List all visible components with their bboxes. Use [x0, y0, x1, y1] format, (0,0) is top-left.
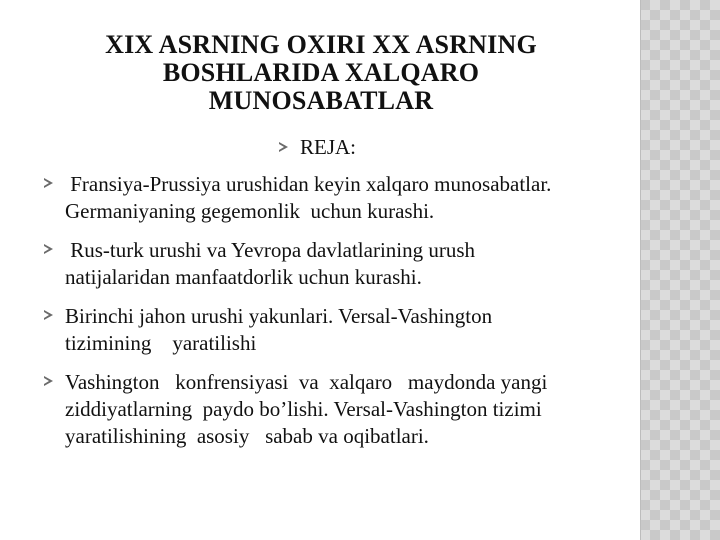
hollow-arrow-bullet-icon	[278, 141, 290, 153]
plan-item-text: Vashington konfrensiyasi va xalqaro maydonda yangi ziddiyatlarning paydo bo’lishi. Versal-Vashington tizimi yaratilishining asosiy sabab va oqibatlari.	[65, 370, 564, 448]
plan-item-4	[43, 369, 573, 450]
hollow-arrow-bullet-icon	[43, 375, 55, 387]
slide-title: XIX ASRNING OXIRI XX ASRNING BOSHLARIDA XALQARO MUNOSABATLAR	[105, 30, 537, 115]
plan-item-3	[43, 303, 573, 357]
hollow-arrow-bullet-icon	[43, 243, 55, 255]
decorative-side-pattern	[640, 0, 720, 540]
plan-item-1	[43, 171, 573, 225]
plan-item-text: Fransiya-Prussiya urushidan keyin xalqaro munosabatlar. Germaniyaning gegemonlik uchun kurashi.	[65, 172, 557, 223]
plan-item-text: Rus-turk urushi va Yevropa davlatlarining urush natijalaridan manfaatdorlik uchun kurashi.	[65, 238, 481, 289]
plan-item-2	[43, 237, 573, 291]
plan-item-text: Birinchi jahon urushi yakunlari. Versal-Vashington tizimining yaratilishi	[65, 304, 498, 355]
plan-heading	[278, 134, 356, 160]
plan-heading-label: REJA:	[300, 135, 357, 159]
hollow-arrow-bullet-icon	[43, 309, 55, 321]
plan-list	[43, 171, 573, 462]
hollow-arrow-bullet-icon	[43, 177, 55, 189]
